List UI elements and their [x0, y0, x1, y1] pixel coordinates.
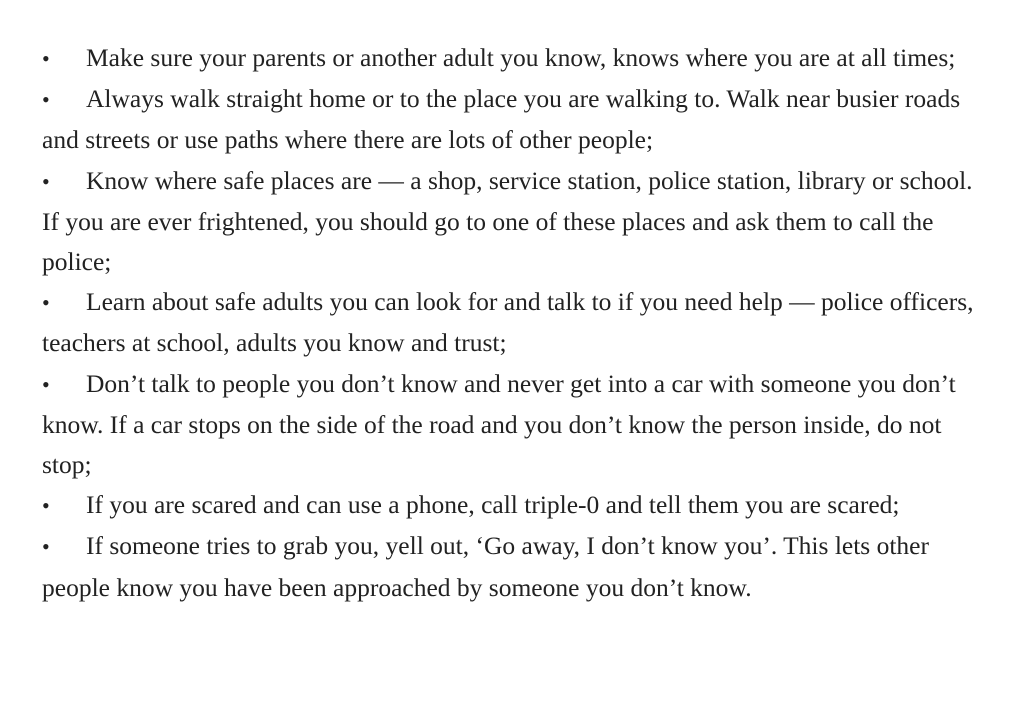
bullet-icon: •: [42, 493, 50, 519]
list-item: [42, 161, 994, 283]
list-item-text: Know where safe places are — a shop, service station, police station, library or school. If you are ever frightened, you should go to one of these places and ask them to call the police;: [42, 165, 973, 277]
list-item-text: If someone tries to grab you, yell out, ‘Go away, I don’t know you’. This lets other people know you have been approached by someone you don’t know.: [42, 531, 929, 602]
list-item-text: Don’t talk to people you don’t know and never get into a car with someone you don’t know. If a car stops on the side of the road and you don’t know the person inside, do not stop;: [42, 368, 956, 480]
bullet-icon: •: [42, 371, 50, 397]
list-item: [42, 282, 994, 363]
bullet-icon: •: [42, 168, 50, 194]
list-item: [42, 526, 994, 607]
bullet-icon: •: [42, 290, 50, 316]
bullet-icon: •: [42, 46, 50, 71]
list-item-text: Make sure your parents or another adult you know, knows where you are at all times;: [86, 43, 956, 72]
list-item: [42, 364, 994, 486]
safety-tips-list: [42, 38, 994, 608]
list-item-text: If you are scared and can use a phone, call triple-0 and tell them you are scared;: [86, 490, 900, 520]
list-item: [42, 485, 994, 526]
bullet-icon: •: [42, 87, 50, 113]
list-item: [42, 79, 994, 160]
list-item-text: Always walk straight home or to the place you are walking to. Walk near busier roads and streets or use paths where there are lots of other people;: [42, 84, 961, 155]
list-item-text: Learn about safe adults you can look for and talk to if you need help — police officers, teachers at school, adults you know and trust;: [42, 287, 974, 358]
list-item: [42, 38, 994, 79]
bullet-icon: •: [42, 534, 50, 560]
